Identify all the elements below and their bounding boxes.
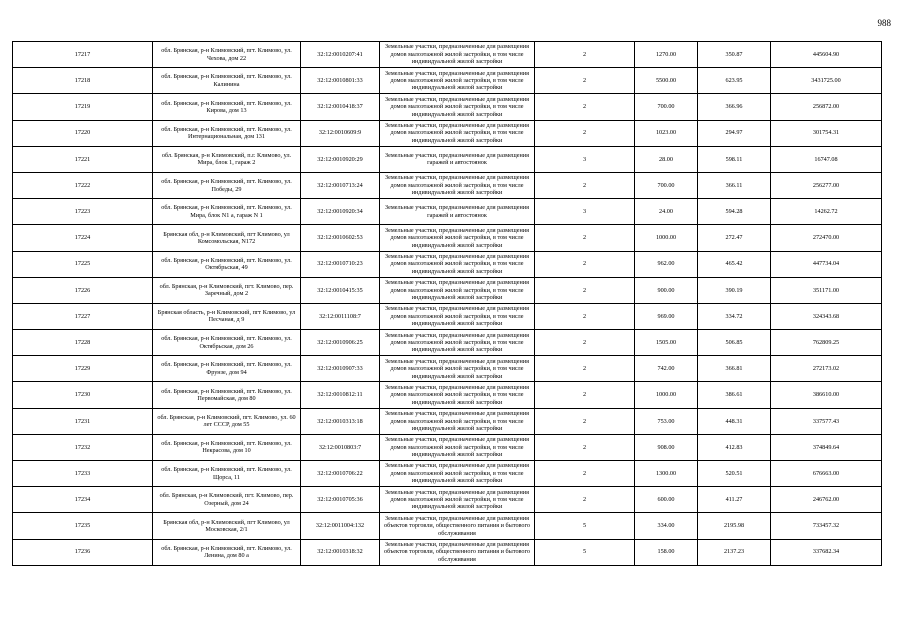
table-row (13, 330, 882, 356)
area-cell: 1505.00 (635, 330, 698, 356)
land-use-cell: Земельные участки, предназначенные для размещения домов малоэтажной жилой застройки, в том числе индивидуальной жилой застройки (380, 487, 535, 513)
cadastral-number-cell: 32:12:0011004:132 (301, 513, 380, 539)
land-use-cell: Земельные участки, предназначенные для размещения домов малоэтажной жилой застройки, в том числе индивидуальной жилой застройки (380, 434, 535, 460)
cadastral-number-cell: 32:12:0010907:33 (301, 356, 380, 382)
cadastral-value-cell: 14262.72 (771, 199, 882, 225)
group-cell: 2 (535, 408, 635, 434)
address-cell: Брянская обл, р-н Климовский, пгт Климово, ул Комсомольская, N172 (153, 225, 301, 251)
land-use-cell: Земельные участки, предназначенные для размещения домов малоэтажной жилой застройки, в том числе индивидуальной жилой застройки (380, 120, 535, 146)
land-use-cell: Земельные участки, предназначенные для размещения объектов торговли, общественного питания и бытового обслуживания (380, 513, 535, 539)
row-id: 17218 (13, 68, 153, 94)
cadastral-number-cell: 32:12:0010920:34 (301, 199, 380, 225)
specific-value-cell: 2195.98 (698, 513, 771, 539)
cadastral-number-cell: 32:12:0010207:41 (301, 42, 380, 68)
area-cell: 900.00 (635, 277, 698, 303)
table-row (13, 408, 882, 434)
row-id: 17223 (13, 199, 153, 225)
area-cell: 334.00 (635, 513, 698, 539)
area-cell: 1000.00 (635, 225, 698, 251)
area-cell: 700.00 (635, 94, 698, 120)
group-cell: 2 (535, 42, 635, 68)
page-number: 988 (877, 18, 891, 28)
specific-value-cell: 366.96 (698, 94, 771, 120)
area-cell: 962.00 (635, 251, 698, 277)
address-cell: обл. Брянская, р-н Климовский, п.г. Климово, ул. Мира, блок 1, гараж 2 (153, 146, 301, 172)
group-cell: 3 (535, 199, 635, 225)
specific-value-cell: 598.11 (698, 146, 771, 172)
group-cell: 2 (535, 330, 635, 356)
table-row (13, 382, 882, 408)
row-id: 17230 (13, 382, 153, 408)
cadastral-value-cell: 16747.08 (771, 146, 882, 172)
area-cell: 1300.00 (635, 461, 698, 487)
cadastral-number-cell: 32:12:0010602:53 (301, 225, 380, 251)
group-cell: 2 (535, 277, 635, 303)
area-cell: 908.00 (635, 434, 698, 460)
address-cell: обл. Брянская, р-н Климовский, пгт. Климово, пер. Озерный, дом 24 (153, 487, 301, 513)
row-id: 17235 (13, 513, 153, 539)
row-id: 17229 (13, 356, 153, 382)
row-id: 17228 (13, 330, 153, 356)
cadastral-value-cell: 374849.64 (771, 434, 882, 460)
specific-value-cell: 506.85 (698, 330, 771, 356)
address-cell: обл. Брянская, р-н Климовский, пгт. Климово, ул. Октябрьская, дом 26 (153, 330, 301, 356)
land-registry-table (12, 41, 882, 566)
area-cell: 700.00 (635, 172, 698, 198)
area-cell: 5500.00 (635, 68, 698, 94)
row-id: 17231 (13, 408, 153, 434)
specific-value-cell: 294.97 (698, 120, 771, 146)
specific-value-cell: 465.42 (698, 251, 771, 277)
specific-value-cell: 594.28 (698, 199, 771, 225)
cadastral-number-cell: 32:12:0010415:35 (301, 277, 380, 303)
land-use-cell: Земельные участки, предназначенные для размещения домов малоэтажной жилой застройки, в том числе индивидуальной жилой застройки (380, 382, 535, 408)
row-id: 17236 (13, 539, 153, 565)
row-id: 17220 (13, 120, 153, 146)
cadastral-value-cell: 246762.00 (771, 487, 882, 513)
address-cell: обл. Брянская, р-н Климовский, пгт. Климово, ул. Мира, блок N1 а, гараж N 1 (153, 199, 301, 225)
cadastral-value-cell: 272470.00 (771, 225, 882, 251)
address-cell: обл. Брянская, р-н Климовский, пгт. Климово, ул. Интернациональная, дом 131 (153, 120, 301, 146)
cadastral-value-cell: 762809.25 (771, 330, 882, 356)
land-use-cell: Земельные участки, предназначенные для размещения домов малоэтажной жилой застройки, в том числе индивидуальной жилой застройки (380, 225, 535, 251)
cadastral-number-cell: 32:12:0010803:7 (301, 434, 380, 460)
table-row (13, 277, 882, 303)
cadastral-value-cell: 337577.43 (771, 408, 882, 434)
address-cell: Брянская область, р-н Климовский, пгт Климово, ул Песчаная, д 9 (153, 303, 301, 329)
group-cell: 2 (535, 68, 635, 94)
cadastral-number-cell: 32:12:0010609:9 (301, 120, 380, 146)
area-cell: 28.00 (635, 146, 698, 172)
cadastral-value-cell: 337682.34 (771, 539, 882, 565)
specific-value-cell: 412.83 (698, 434, 771, 460)
group-cell: 2 (535, 487, 635, 513)
specific-value-cell: 334.72 (698, 303, 771, 329)
table-row (13, 251, 882, 277)
table-row (13, 461, 882, 487)
land-use-cell: Земельные участки, предназначенные для размещения гаражей и автостоянок (380, 146, 535, 172)
table-row (13, 487, 882, 513)
land-use-cell: Земельные участки, предназначенные для размещения домов малоэтажной жилой застройки, в том числе индивидуальной жилой застройки (380, 461, 535, 487)
address-cell: обл. Брянская, р-н Климовский, пгт. Климово, ул. Октябрьская, 49 (153, 251, 301, 277)
group-cell: 2 (535, 172, 635, 198)
cadastral-value-cell: 351171.00 (771, 277, 882, 303)
group-cell: 5 (535, 513, 635, 539)
address-cell: обл. Брянская, р-н Климовский, пгт. Климово, ул. Щорса, 11 (153, 461, 301, 487)
cadastral-value-cell: 324343.68 (771, 303, 882, 329)
row-id: 17224 (13, 225, 153, 251)
row-id: 17217 (13, 42, 153, 68)
table-row (13, 94, 882, 120)
table-row (13, 68, 882, 94)
table-row (13, 539, 882, 565)
row-id: 17222 (13, 172, 153, 198)
cadastral-number-cell: 32:12:0010313:18 (301, 408, 380, 434)
area-cell: 1023.00 (635, 120, 698, 146)
specific-value-cell: 2137.23 (698, 539, 771, 565)
specific-value-cell: 366.81 (698, 356, 771, 382)
cadastral-value-cell: 447734.04 (771, 251, 882, 277)
table-row (13, 199, 882, 225)
address-cell: обл. Брянская, р-н Климовский, пгт. Климово, ул. Калинина (153, 68, 301, 94)
cadastral-number-cell: 32:12:0010710:23 (301, 251, 380, 277)
specific-value-cell: 350.87 (698, 42, 771, 68)
row-id: 17227 (13, 303, 153, 329)
land-use-cell: Земельные участки, предназначенные для размещения домов малоэтажной жилой застройки, в том числе индивидуальной жилой застройки (380, 42, 535, 68)
specific-value-cell: 366.11 (698, 172, 771, 198)
row-id: 17234 (13, 487, 153, 513)
group-cell: 2 (535, 303, 635, 329)
table-row (13, 146, 882, 172)
area-cell: 969.00 (635, 303, 698, 329)
cadastral-number-cell: 32:12:0010920:29 (301, 146, 380, 172)
table-row (13, 513, 882, 539)
land-use-cell: Земельные участки, предназначенные для размещения гаражей и автостоянок (380, 199, 535, 225)
cadastral-value-cell: 733457.32 (771, 513, 882, 539)
area-cell: 24.00 (635, 199, 698, 225)
row-id: 17219 (13, 94, 153, 120)
group-cell: 2 (535, 225, 635, 251)
cadastral-value-cell: 445604.90 (771, 42, 882, 68)
land-use-cell: Земельные участки, предназначенные для размещения домов малоэтажной жилой застройки, в том числе индивидуальной жилой застройки (380, 251, 535, 277)
address-cell: обл. Брянская, р-н Климовский, пгт. Климово, ул. Некрасова, дом 10 (153, 434, 301, 460)
area-cell: 1000.00 (635, 382, 698, 408)
land-use-cell: Земельные участки, предназначенные для размещения домов малоэтажной жилой застройки, в том числе индивидуальной жилой застройки (380, 330, 535, 356)
specific-value-cell: 390.19 (698, 277, 771, 303)
land-use-cell: Земельные участки, предназначенные для размещения домов малоэтажной жилой застройки, в том числе индивидуальной жилой застройки (380, 172, 535, 198)
area-cell: 753.00 (635, 408, 698, 434)
cadastral-value-cell: 676663.00 (771, 461, 882, 487)
table-row (13, 172, 882, 198)
address-cell: Брянская обл, р-н Климовский, пгт Климово, ул Московская, 2/1 (153, 513, 301, 539)
row-id: 17226 (13, 277, 153, 303)
cadastral-value-cell: 272173.02 (771, 356, 882, 382)
land-use-cell: Земельные участки, предназначенные для размещения домов малоэтажной жилой застройки, в том числе индивидуальной жилой застройки (380, 408, 535, 434)
land-use-cell: Земельные участки, предназначенные для размещения домов малоэтажной жилой застройки, в том числе индивидуальной жилой застройки (380, 94, 535, 120)
address-cell: обл. Брянская, р-н Климовский, пгт. Климово, ул. Ленина, дом 80 а (153, 539, 301, 565)
area-cell: 158.00 (635, 539, 698, 565)
row-id: 17232 (13, 434, 153, 460)
table-row (13, 42, 882, 68)
row-id: 17233 (13, 461, 153, 487)
cadastral-number-cell: 32:12:0010812:11 (301, 382, 380, 408)
specific-value-cell: 411.27 (698, 487, 771, 513)
table-row (13, 434, 882, 460)
group-cell: 2 (535, 434, 635, 460)
land-use-cell: Земельные участки, предназначенные для размещения домов малоэтажной жилой застройки, в том числе индивидуальной жилой застройки (380, 68, 535, 94)
group-cell: 2 (535, 461, 635, 487)
address-cell: обл. Брянская, р-н Климовский, пгт. Климово, ул. Фрунзе, дом 94 (153, 356, 301, 382)
row-id: 17225 (13, 251, 153, 277)
group-cell: 2 (535, 382, 635, 408)
cadastral-value-cell: 256277.00 (771, 172, 882, 198)
cadastral-number-cell: 32:12:0010801:33 (301, 68, 380, 94)
cadastral-number-cell: 32:12:0010706:22 (301, 461, 380, 487)
cadastral-number-cell: 32:12:0010705:36 (301, 487, 380, 513)
address-cell: обл. Брянская, р-н Климовский, пгт. Климово, ул. 60 лет СССР, дом 55 (153, 408, 301, 434)
group-cell: 2 (535, 356, 635, 382)
table-row (13, 303, 882, 329)
address-cell: обл. Брянская, р-н Климовский, пгт. Климово, ул. Победы, 29 (153, 172, 301, 198)
address-cell: обл. Брянская, р-н Климовский, пгт. Климово, пер. Заречный, дом 2 (153, 277, 301, 303)
specific-value-cell: 386.61 (698, 382, 771, 408)
address-cell: обл. Брянская, р-н Климовский, пгт. Климово, ул. Кирова, дом 13 (153, 94, 301, 120)
group-cell: 5 (535, 539, 635, 565)
land-use-cell: Земельные участки, предназначенные для размещения домов малоэтажной жилой застройки, в том числе индивидуальной жилой застройки (380, 277, 535, 303)
specific-value-cell: 448.31 (698, 408, 771, 434)
table-row (13, 225, 882, 251)
address-cell: обл. Брянская, р-н Климовский, пгт. Климово, ул. Чехова, дом 22 (153, 42, 301, 68)
specific-value-cell: 520.51 (698, 461, 771, 487)
cadastral-value-cell: 256872.00 (771, 94, 882, 120)
cadastral-number-cell: 32:12:0010713:24 (301, 172, 380, 198)
cadastral-number-cell: 32:12:0010418:37 (301, 94, 380, 120)
group-cell: 2 (535, 94, 635, 120)
address-cell: обл. Брянская, р-н Климовский, пгт. Климово, ул. Первомайская, дом 80 (153, 382, 301, 408)
group-cell: 2 (535, 120, 635, 146)
group-cell: 2 (535, 251, 635, 277)
area-cell: 600.00 (635, 487, 698, 513)
cadastral-value-cell: 386610.00 (771, 382, 882, 408)
row-id: 17221 (13, 146, 153, 172)
cadastral-number-cell: 32:12:0010318:32 (301, 539, 380, 565)
specific-value-cell: 272.47 (698, 225, 771, 251)
area-cell: 742.00 (635, 356, 698, 382)
cadastral-number-cell: 32:12:0010906:25 (301, 330, 380, 356)
cadastral-value-cell: 3431725.00 (771, 68, 882, 94)
table-row (13, 356, 882, 382)
cadastral-value-cell: 301754.31 (771, 120, 882, 146)
area-cell: 1270.00 (635, 42, 698, 68)
land-use-cell: Земельные участки, предназначенные для размещения объектов торговли, общественного питания и бытового обслуживания (380, 539, 535, 565)
specific-value-cell: 623.95 (698, 68, 771, 94)
group-cell: 3 (535, 146, 635, 172)
land-use-cell: Земельные участки, предназначенные для размещения домов малоэтажной жилой застройки, в том числе индивидуальной жилой застройки (380, 356, 535, 382)
land-use-cell: Земельные участки, предназначенные для размещения домов малоэтажной жилой застройки, в том числе индивидуальной жилой застройки (380, 303, 535, 329)
cadastral-number-cell: 32:12:0011108:7 (301, 303, 380, 329)
table-row (13, 120, 882, 146)
